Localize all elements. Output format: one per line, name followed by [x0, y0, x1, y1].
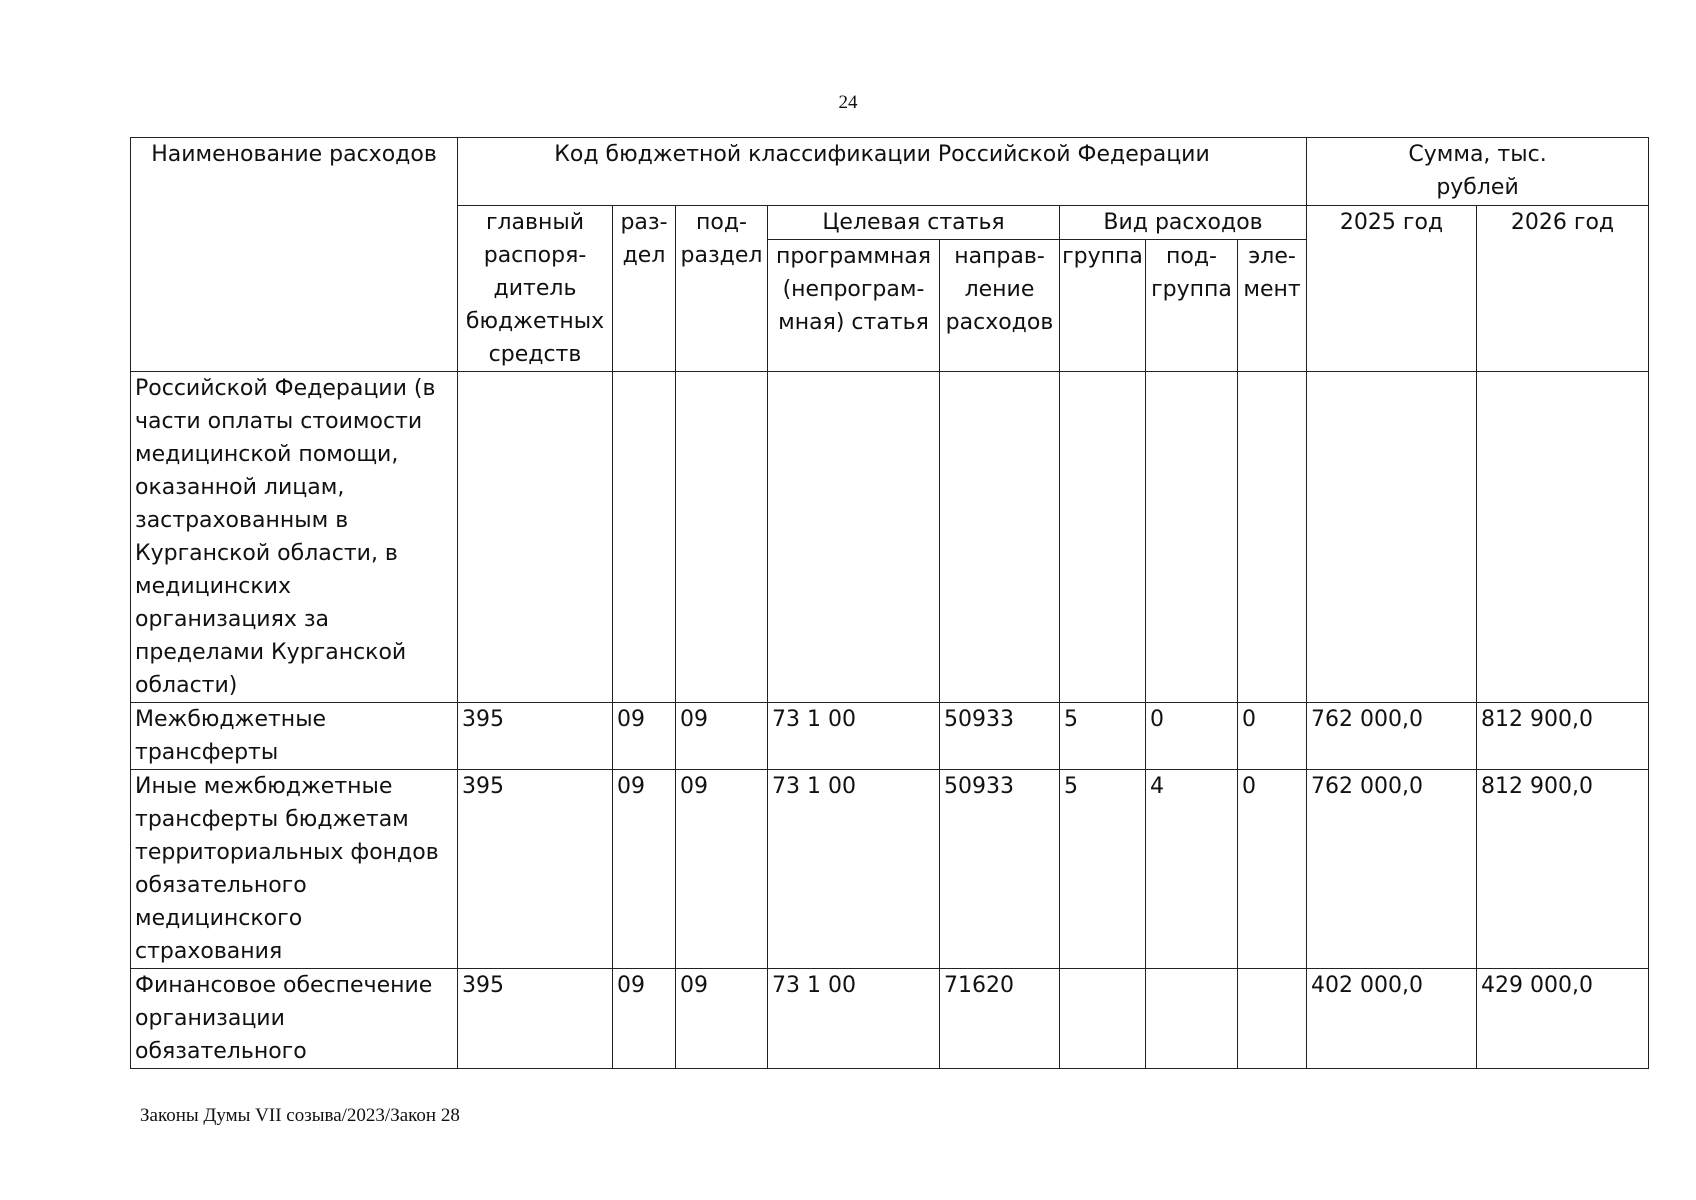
- row-group: 5: [1060, 770, 1146, 969]
- row-name: Российской Федерации (в части оплаты стоимости медицинской помощи, оказанной лицам, застрахованным в Курганской области, в медицинских организациях за пределами Курганской области): [131, 372, 458, 703]
- row-sum-2026: 812 900,0: [1477, 703, 1649, 770]
- row-direction: 50933: [940, 703, 1060, 770]
- header-section: раз-дел: [613, 206, 676, 372]
- header-group: группа: [1060, 240, 1146, 372]
- row-program: 73 1 00: [768, 770, 940, 969]
- row-direction: 50933: [940, 770, 1060, 969]
- header-target-article: Целевая статья: [768, 206, 1060, 240]
- row-sum-2025: [1307, 372, 1477, 703]
- row-sum-2025: 402 000,0: [1307, 969, 1477, 1069]
- row-manager: 395: [458, 770, 613, 969]
- header-sum-group: Сумма, тыс. рублей: [1307, 138, 1649, 206]
- row-manager: 395: [458, 969, 613, 1069]
- row-subsection: 09: [676, 969, 768, 1069]
- header-program-article: программная (непрограм-мная) статья: [768, 240, 940, 372]
- table-row: [131, 969, 1649, 1069]
- row-direction: 71620: [940, 969, 1060, 1069]
- row-group: [1060, 969, 1146, 1069]
- row-subgroup: 4: [1146, 770, 1238, 969]
- row-sum-2026: 429 000,0: [1477, 969, 1649, 1069]
- row-name: Межбюджетные трансферты: [131, 703, 458, 770]
- row-name: Иные межбюджетные трансферты бюджетам территориальных фондов обязательного медицинского страхования: [131, 770, 458, 969]
- header-element: эле-мент: [1238, 240, 1307, 372]
- header-code-group: Код бюджетной классификации Российской Федерации: [458, 138, 1307, 206]
- header-year-2026: 2026 год: [1477, 206, 1649, 372]
- row-subsection: 09: [676, 770, 768, 969]
- table-row: [131, 372, 1649, 703]
- row-subsection: [676, 372, 768, 703]
- document-footer: Законы Думы VII созыва/2023/Закон 28: [140, 1105, 460, 1126]
- row-group: 5: [1060, 703, 1146, 770]
- table-row: [131, 770, 1649, 969]
- header-year-2025: 2025 год: [1307, 206, 1477, 372]
- row-manager: [458, 372, 613, 703]
- row-element: [1238, 372, 1307, 703]
- row-sum-2025: 762 000,0: [1307, 770, 1477, 969]
- row-element: [1238, 969, 1307, 1069]
- row-section: 09: [613, 770, 676, 969]
- row-sum-2026: [1477, 372, 1649, 703]
- row-section: 09: [613, 703, 676, 770]
- row-program: [768, 372, 940, 703]
- header-expense-type: Вид расходов: [1060, 206, 1307, 240]
- row-subsection: 09: [676, 703, 768, 770]
- row-manager: 395: [458, 703, 613, 770]
- header-name: Наименование расходов: [131, 138, 458, 372]
- row-group: [1060, 372, 1146, 703]
- row-section: [613, 372, 676, 703]
- table-row: [131, 703, 1649, 770]
- row-subgroup: 0: [1146, 703, 1238, 770]
- row-program: 73 1 00: [768, 969, 940, 1069]
- row-program: 73 1 00: [768, 703, 940, 770]
- row-sum-2025: 762 000,0: [1307, 703, 1477, 770]
- header-subgroup: под-группа: [1146, 240, 1238, 372]
- row-sum-2026: 812 900,0: [1477, 770, 1649, 969]
- row-section: 09: [613, 969, 676, 1069]
- row-element: 0: [1238, 703, 1307, 770]
- row-direction: [940, 372, 1060, 703]
- row-name: Финансовое обеспечение организации обязательного: [131, 969, 458, 1069]
- header-main-manager: главный распоря-дитель бюджетных средств: [458, 206, 613, 372]
- page-number: 24: [838, 92, 858, 113]
- header-direction: направ-ление расходов: [940, 240, 1060, 372]
- row-subgroup: [1146, 372, 1238, 703]
- budget-table: [130, 137, 1649, 1069]
- row-subgroup: [1146, 969, 1238, 1069]
- row-element: 0: [1238, 770, 1307, 969]
- header-subsection: под-раздел: [676, 206, 768, 372]
